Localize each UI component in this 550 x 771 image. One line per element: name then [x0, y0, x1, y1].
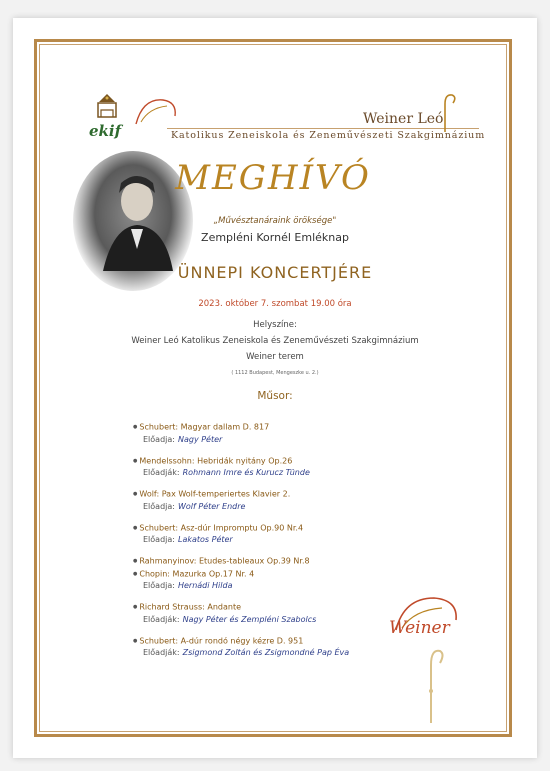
event-motto: „Művésztanáraink öröksége": [213, 216, 337, 226]
performer-name: Hernádi Hilda: [177, 581, 233, 590]
performer-label: Előadja:: [143, 581, 175, 590]
performer-line: [133, 501, 463, 513]
program-item: [133, 488, 463, 513]
performer-label: Előadják:: [143, 648, 180, 657]
piece-title: ● Mendelssohn: Hebridák nyitány Op.26: [133, 455, 463, 468]
header: [83, 88, 486, 148]
piece-title: ● Schubert: Asz-dúr Impromptu Op.90 Nr.4: [133, 522, 463, 535]
school-name: Katolikus Zeneiskola és Zeneművészeti Szakgimnázium: [171, 130, 486, 141]
ekif-wordmark: ekif: [89, 122, 122, 140]
performer-label: Előadja:: [143, 535, 175, 544]
performer-label: Előadja:: [143, 434, 175, 444]
venue-room: Weiner terem: [246, 352, 304, 362]
performer-name: Rohmann Imre és Kurucz Tünde: [182, 468, 310, 477]
piece-title: ● Wolf: Pax Wolf-temperiertes Klavier 2.: [133, 488, 463, 501]
crozier-large-icon: [417, 643, 445, 723]
performer-line: [133, 434, 463, 446]
weiner-leo-title: Weiner Leó: [363, 111, 444, 127]
piece-title: ● Chopin: Mazurka Op.17 Nr. 4: [133, 568, 463, 581]
piece-title: ● Richard Strauss: Andante: [133, 601, 463, 614]
event-date: 2023. október 7. szombat 19.00 óra: [198, 299, 352, 309]
invitation-page: [13, 18, 537, 758]
program-item: [133, 421, 463, 446]
performer-name: Zsigmond Zoltán és Zsigmondné Pap Éva: [182, 648, 350, 657]
program-item: [133, 455, 463, 480]
program-item: [133, 522, 463, 547]
performer-line: [133, 534, 463, 546]
piece-title: ● Schubert: A-dúr rondó négy kézre D. 951: [133, 635, 463, 648]
performer-name: Wolf Péter Endre: [177, 501, 246, 511]
performer-name: Nagy Péter: [177, 434, 223, 444]
program-heading: Műsor:: [257, 390, 293, 402]
piece-title: ● Schubert: Magyar dallam D. 817: [133, 421, 463, 434]
performer-name: Nagy Péter és Zempléni Szabolcs: [182, 614, 317, 624]
piece-title: ● Rahmanyinov: Etudes-tableaux Op.39 Nr.8: [133, 555, 463, 568]
venue-label: Helyszíne:: [253, 320, 297, 330]
performer-label: Előadják:: [143, 614, 180, 624]
concert-heading: ÜNNEPI KONCERTJÉRE: [177, 263, 373, 282]
dama-pianissima-logo: [131, 94, 181, 128]
invitation-title: MEGHÍVÓ: [175, 158, 371, 198]
performer-label: Előadja:: [143, 501, 175, 511]
performer-line: [133, 467, 463, 479]
venue-address: ( 1112 Budapest, Mengeszke u. 2.): [231, 370, 319, 376]
performer-name: Lakatos Péter: [177, 535, 233, 544]
venue-name: Weiner Leó Katolikus Zeneiskola és Zeneművészeti Szakgimnázium: [131, 336, 419, 346]
crozier-icon: [433, 90, 457, 132]
event-name: Zempléni Kornél Emléknap: [201, 231, 349, 244]
performer-label: Előadják:: [143, 468, 180, 477]
program-item: [133, 555, 463, 592]
weiner-logo-text: Weiner: [389, 618, 450, 638]
